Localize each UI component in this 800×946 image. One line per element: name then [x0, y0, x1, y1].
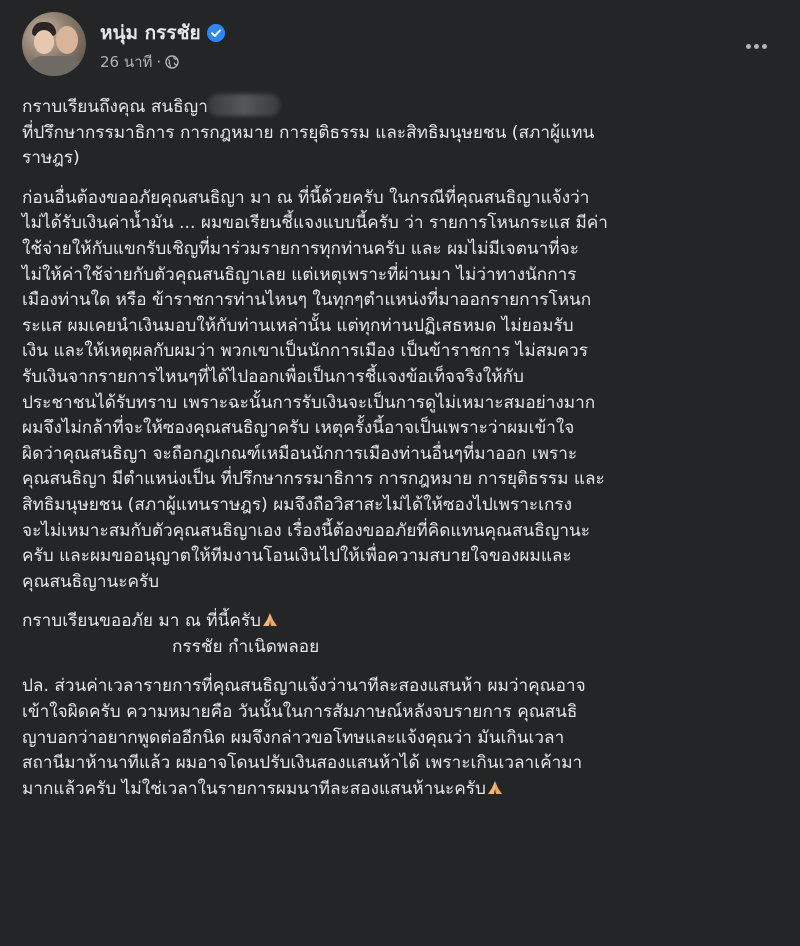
apology-line: [22, 609, 782, 635]
post-body: [22, 94, 782, 802]
more-dot: [762, 44, 767, 49]
paragraph-gap: [22, 172, 782, 186]
avatar[interactable]: [22, 12, 86, 76]
post-header: [22, 12, 782, 80]
text-line: รับเงินจากรายการไหนๆที่ได้ไปออกเพื่อเป็นการชี้แจงข้อเท็จจริงให้กับ: [22, 366, 524, 387]
text-line: จะไม่เหมาะสมกับตัวคุณสนธิญาเอง เรื่องนี้ต้องขออภัยที่คิดแทนคุณสนธิญานะ: [22, 520, 591, 541]
blurred-surname: [208, 94, 280, 116]
meta-separator: ·: [156, 53, 162, 71]
folded-hands-icon: [261, 611, 279, 627]
author-name[interactable]: หนุ่ม กรรชัย: [100, 22, 201, 44]
title-line-2: ราษฎร): [22, 148, 80, 169]
avatar-face-child: [34, 30, 54, 54]
text-line: ปล. ส่วนค่าเวลารายการที่คุณสนธิญาแจ้งว่านาทีละสองแสนห้า ผมว่าคุณอาจ: [22, 676, 586, 697]
text-line: มากแล้วครับ ไม่ใช่เวลาในรายการผมนาทีละสองแสนห้านะครับ: [22, 778, 486, 799]
salutation: กราบเรียนถึงคุณ สนธิญา: [22, 97, 208, 117]
folded-hands-icon: [486, 779, 504, 795]
text-line: คุณสนธิญา มีตำแหน่งเป็น ที่ปรึกษากรรมาธิการ การกฎหมาย การยุติธรรม และ: [22, 469, 605, 490]
text-line: เข้าใจผิดครับ ความหมายคือ วันนั้นในการสัมภาษณ์หลังจบรายการ คุณสนธิ: [22, 702, 578, 723]
text-line: ไม่ได้รับเงินค่าน้ำมัน ... ผมขอเรียนชี้แจงแบบนี้ครับ ว่า รายการโหนกระแส มีค่า: [22, 213, 608, 234]
text-line: ครับ และผมขออนุญาตให้ทีมงานโอนเงินไปให้เพื่อความสบายใจของผมและ: [22, 546, 572, 567]
signature: กรรชัย กำเนิดพลอย: [172, 636, 320, 657]
salutation-line: [22, 94, 782, 121]
text-line: สิทธิมนุษยชน (สภาผู้แทนราษฎร) ผมจึงถือวิสาสะไม่ได้ให้ซองไปเพราะเกรง: [22, 494, 572, 515]
text-line: คุณสนธิญานะครับ: [22, 571, 160, 592]
globe-icon[interactable]: [165, 55, 179, 69]
post-meta: [100, 50, 179, 74]
text-line: ญาบอกว่าอยากพูดต่ออีกนิด ผมจึงกล่าวขอโทษและแจ้งคุณว่า มันเกินเวลา: [22, 727, 565, 748]
paragraph-gap: [22, 595, 782, 609]
more-options-icon[interactable]: [744, 34, 774, 54]
post-timestamp[interactable]: 26 นาที: [100, 53, 153, 71]
author-row: [100, 18, 225, 48]
text-line: ใช้จ่ายให้กับแขกรับเชิญที่มาร่วมรายการทุกท่านครับ และ ผมไม่มีเจตนาที่จะ: [22, 238, 579, 259]
verified-badge-icon: [207, 24, 225, 42]
apology-text: กราบเรียนขออภัย มา ณ ที่นี้ครับ: [22, 611, 261, 632]
text-line: ไม่ให้ค่าใช้จ่ายกับตัวคุณสนธิญาเลย แต่เหตุเพราะที่ผ่านมา ไม่ว่าทางนักการ: [22, 264, 577, 285]
text-line: ประชาชนได้รับทราบ เพราะฉะนั้นการรับเงินจะเป็นการดูไม่เหมาะสมอย่างมาก: [22, 392, 596, 413]
postscript-paragraph: [22, 674, 782, 802]
text-line: สถานีมาห้านาทีแล้ว ผมอาจโดนปรับเงินสองแสนห้าได้ เพราะเกินเวลาเค้ามา: [22, 753, 583, 774]
text-line: ผิดว่าคุณสนธิญา จะถือกฎเกณฑ์เหมือนนักการเมืองท่านอื่นๆที่มาออก เพราะ: [22, 443, 578, 464]
text-line: เมืองท่านใด หรือ ข้าราชการท่านไหนๆ ในทุกๆตำแหน่งที่มาออกรายการโหนก: [22, 290, 592, 311]
more-dot: [746, 44, 751, 49]
paragraph-gap: [22, 660, 782, 674]
avatar-face-adult: [56, 26, 78, 54]
text-line: ก่อนอื่นต้องขออภัยคุณสนธิญา มา ณ ที่นี้ด้วยครับ ในกรณีที่คุณสนธิญาแจ้งว่า: [22, 187, 590, 208]
avatar-shirt: [28, 56, 82, 76]
last-text-line: [22, 777, 782, 803]
text-line: ผมจึงไม่กล้าที่จะให้ซองคุณสนธิญาครับ เหตุครั้งนี้อาจเป็นเพราะว่าผมเข้าใจ: [22, 418, 575, 439]
title-line-1: ที่ปรึกษากรรมาธิการ การกฎหมาย การยุติธรรม และสิทธิมนุษยชน (สภาผู้แทน: [22, 122, 595, 143]
main-paragraph: [22, 186, 782, 596]
more-dot: [754, 44, 759, 49]
text-line: ระแส ผมเคยนำเงินมอบให้กับท่านเหล่านั้น แต่ทุกท่านปฏิเสธหมด ไม่ยอมรับ: [22, 315, 574, 336]
text-line: เงิน และให้เหตุผลกับผมว่า พวกเขาเป็นนักการเมือง เป็นข้าราชการ ไม่สมควร: [22, 341, 588, 362]
